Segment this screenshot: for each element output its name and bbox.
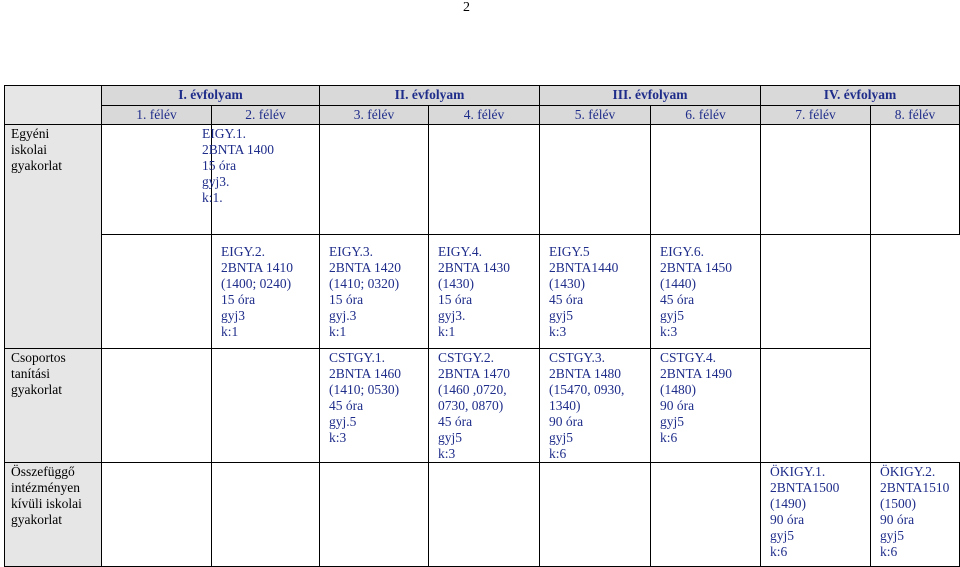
course-prereq: (1440)	[660, 276, 696, 291]
course-code: EIGY.5	[549, 244, 590, 259]
course-hours: 45 óra	[438, 414, 473, 429]
course-prereq: (1490)	[770, 496, 806, 511]
empty-cell	[651, 463, 761, 567]
course-hours: 45 óra	[329, 398, 364, 413]
course-hours: 90 óra	[660, 398, 695, 413]
course-hours: 45 óra	[660, 292, 695, 307]
course-credits: k:6	[880, 544, 898, 559]
course-code: EIGY.4.	[438, 244, 483, 259]
row-label-continuous-practice	[5, 463, 102, 567]
year-3-header: III. évfolyam	[540, 86, 761, 106]
course-code: CSTGY.4.	[660, 350, 717, 365]
course-code: EIGY.1.	[202, 126, 247, 141]
course-hours: 15 óra	[329, 292, 364, 307]
row-label-line: gyakorlat	[11, 512, 62, 527]
course-grading: gyj5	[549, 430, 574, 445]
empty-cell	[102, 463, 212, 567]
course-code: CSTGY.2.	[438, 350, 495, 365]
course-grading: gyj.5	[329, 414, 357, 429]
course-credits: k:3	[549, 324, 567, 339]
row-label-line: Csoportos	[11, 350, 66, 365]
semester-1: 1. félév	[102, 106, 212, 125]
empty-cell	[102, 349, 212, 463]
empty-cell	[102, 235, 212, 349]
row-label-group-teaching	[5, 349, 102, 463]
course-code: ÖKIGY.2.	[880, 464, 936, 479]
course-credits: k:3	[438, 446, 456, 461]
course-prereq: (1500)	[880, 496, 916, 511]
course-hours: 15 óra	[221, 292, 256, 307]
row-label-line: kívüli iskolai	[11, 496, 82, 511]
individual-practice-row-2	[5, 235, 960, 349]
semester-5: 5. félév	[540, 106, 651, 125]
course-id: 2BNTA 1460	[329, 366, 402, 381]
empty-cell	[212, 349, 320, 463]
course-grading: gyj5	[549, 308, 574, 323]
course-prereq: (1460 ,0720,	[438, 382, 507, 397]
course-prereq: 0730, 0870)	[438, 398, 504, 413]
course-prereq: (1410; 0530)	[329, 382, 400, 397]
course-cell-okigy1	[761, 463, 871, 567]
year-2-header: II. évfolyam	[320, 86, 540, 106]
course-id: 2BNTA 1420	[329, 260, 402, 275]
semester-3: 3. félév	[320, 106, 429, 125]
empty-cell	[871, 125, 960, 235]
individual-practice-row	[5, 125, 960, 235]
course-code: CSTGY.1.	[329, 350, 386, 365]
course-grading: gyj3.	[202, 174, 230, 189]
year-1-header: I. évfolyam	[102, 86, 320, 106]
semester-4: 4. félév	[429, 106, 540, 125]
course-cell-eigy5	[540, 235, 651, 349]
course-cell-eigy6	[651, 235, 761, 349]
course-prereq: (1400; 0240)	[221, 276, 292, 291]
course-id: 2BNTA 1410	[221, 260, 294, 275]
course-grading: gyj5	[660, 308, 685, 323]
course-grading: gyj5	[660, 414, 685, 429]
semester-6: 6. félév	[651, 106, 761, 125]
course-credits: k:6	[770, 544, 788, 559]
course-credits: k:1.	[202, 190, 223, 205]
row-label-line: Összefüggő	[11, 464, 75, 479]
semester-header-row	[5, 106, 960, 125]
course-credits: k:6	[549, 446, 567, 461]
course-id: 2BNTA 1400	[202, 142, 275, 157]
course-prereq: (1430)	[549, 276, 585, 291]
course-hours: 15 óra	[202, 158, 237, 173]
course-credits: k:3	[329, 430, 347, 445]
course-hours: 15 óra	[438, 292, 473, 307]
course-code: CSTGY.3.	[549, 350, 606, 365]
course-hours: 90 óra	[770, 512, 805, 527]
course-id: 2BNTA1510	[880, 480, 950, 495]
semester-8: 8. félév	[871, 106, 960, 125]
course-grading: gyj5	[438, 430, 463, 445]
row-label-line: Egyéni	[11, 126, 50, 141]
course-cell-cstgy3	[540, 349, 651, 463]
course-prereq: (1430)	[438, 276, 474, 291]
course-id: 2BNTA 1480	[549, 366, 622, 381]
row-label-line: intézményen	[11, 480, 80, 495]
course-id: 2BNTA 1470	[438, 366, 511, 381]
course-hours: 90 óra	[549, 414, 584, 429]
course-id: 2BNTA 1450	[660, 260, 733, 275]
semester-7: 7. félév	[761, 106, 871, 125]
semester-2: 2. félév	[212, 106, 320, 125]
course-prereq: (1410; 0320)	[329, 276, 400, 291]
empty-cell	[320, 463, 429, 567]
course-id: 2BNTA1440	[549, 260, 619, 275]
year-header-row	[5, 86, 960, 106]
course-hours: 45 óra	[549, 292, 584, 307]
row-label-line: gyakorlat	[11, 158, 62, 173]
course-cell-okigy2	[871, 463, 960, 567]
course-cell-eigy3	[320, 235, 429, 349]
course-code: EIGY.3.	[329, 244, 374, 259]
course-credits: k:1	[329, 324, 347, 339]
page-number: 2	[463, 0, 470, 15]
course-cell-eigy4	[429, 235, 540, 349]
continuous-external-practice-row	[5, 463, 960, 567]
course-id: 2BNTA1500	[770, 480, 840, 495]
course-grading: gyj3	[221, 308, 246, 323]
course-hours: 90 óra	[880, 512, 915, 527]
group-teaching-row	[5, 349, 960, 463]
empty-cell	[540, 463, 651, 567]
course-cell-cstgy4	[651, 349, 761, 463]
corner-cell	[5, 86, 102, 125]
course-credits: k:3	[660, 324, 678, 339]
empty-cell	[320, 125, 429, 235]
course-id: 2BNTA 1490	[660, 366, 733, 381]
empty-cell	[651, 125, 761, 235]
course-cell-cstgy1	[320, 349, 429, 463]
year-4-header: IV. évfolyam	[761, 86, 960, 106]
row-label-line: tanítási	[11, 366, 50, 381]
course-prereq: (1480)	[660, 382, 696, 397]
course-credits: k:6	[660, 430, 678, 445]
empty-cell	[212, 463, 320, 567]
course-cell-eigy1	[102, 125, 275, 235]
row-label-individual-practice	[5, 125, 102, 349]
course-code: ÖKIGY.1.	[770, 464, 826, 479]
empty-cell	[761, 235, 871, 349]
course-code: EIGY.6.	[660, 244, 705, 259]
row-label-line: iskolai	[11, 142, 47, 157]
course-grading: gyj3.	[438, 308, 466, 323]
course-prereq: 1340)	[549, 398, 581, 413]
course-id: 2BNTA 1430	[438, 260, 511, 275]
row-label-line: gyakorlat	[11, 382, 62, 397]
practice-schedule-table	[4, 85, 960, 567]
empty-cell	[429, 463, 540, 567]
course-prereq: (15470, 0930,	[549, 382, 625, 397]
course-cell-cstgy2	[429, 349, 540, 463]
course-grading: gyj5	[880, 528, 905, 543]
course-credits: k:1	[221, 324, 239, 339]
empty-cell	[761, 125, 871, 235]
course-grading: gyj.3	[329, 308, 357, 323]
empty-cell	[761, 349, 871, 463]
empty-cell	[540, 125, 651, 235]
course-cell-eigy2	[212, 235, 320, 349]
course-code: EIGY.2.	[221, 244, 266, 259]
course-grading: gyj5	[770, 528, 795, 543]
empty-cell	[429, 125, 540, 235]
course-credits: k:1	[438, 324, 456, 339]
